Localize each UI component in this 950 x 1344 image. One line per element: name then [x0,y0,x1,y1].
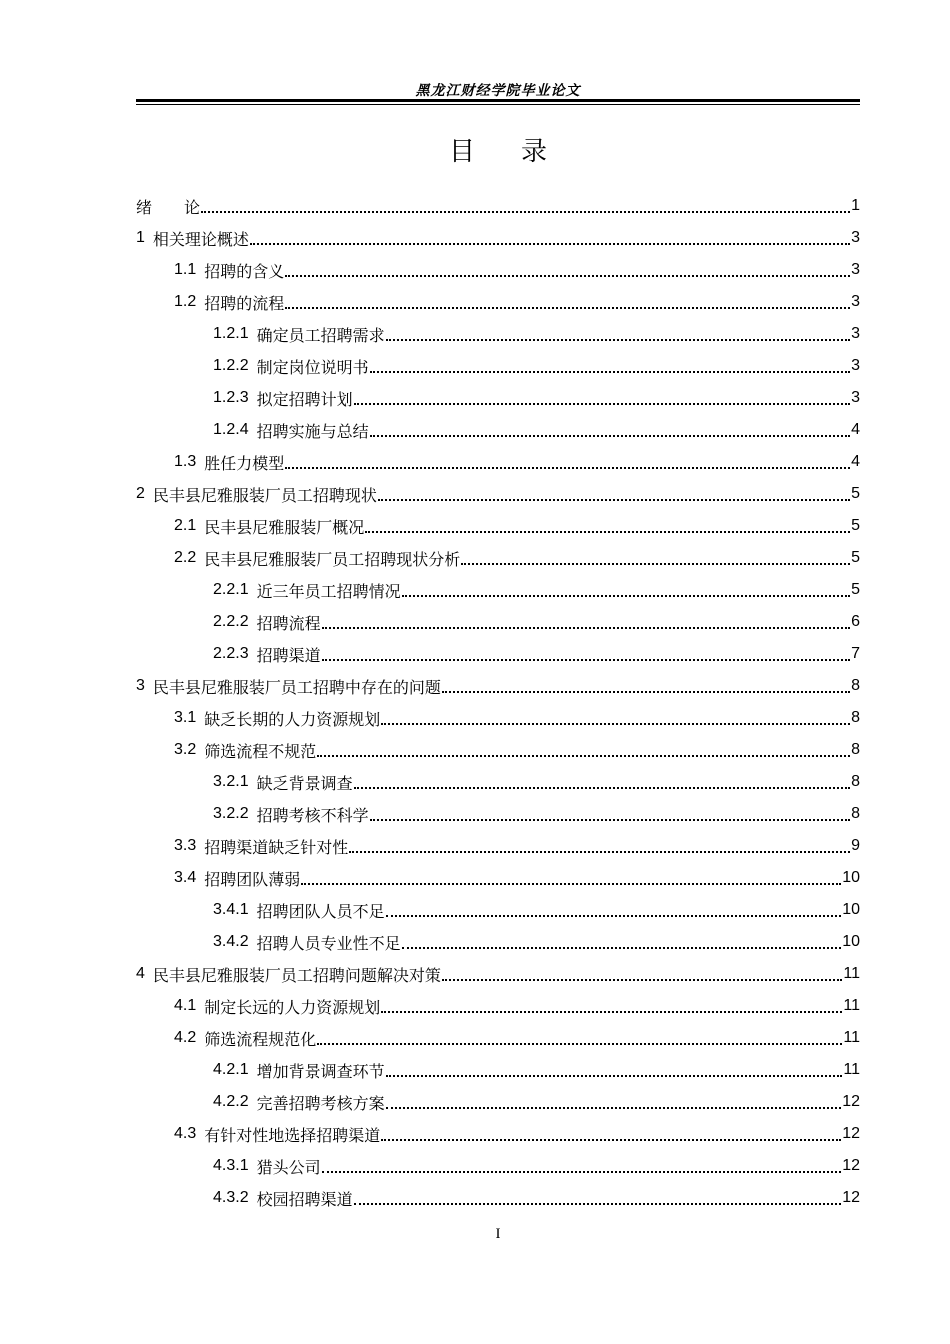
toc-entry-title: 招聘人员专业性不足 [256,933,401,953]
toc-leader-dots [442,966,842,982]
toc-entry[interactable] [136,478,860,510]
toc-leader-dots [386,1062,843,1078]
toc-entry[interactable] [136,1118,860,1150]
toc-leader-dots [378,486,850,502]
header-rule-thick [136,99,860,102]
toc-entry-number: 1.2.4 [213,421,249,438]
toc-entry-page: 5 [851,581,860,598]
toc-leader-dots [354,1190,842,1206]
toc-entry-title: 招聘实施与总结 [256,421,369,441]
toc-entry-page: 3 [851,261,860,278]
toc-entry-title: 招聘渠道 [256,645,321,665]
toc-entry-number: 1.2 [174,293,197,310]
toc-entry-page: 3 [851,293,860,310]
toc-entry-page: 8 [851,677,860,694]
toc-entry-number: 2.1 [174,517,197,534]
toc-leader-dots [402,934,842,950]
toc-entry[interactable] [136,1150,860,1182]
toc-entry-page: 10 [842,901,860,918]
toc-entry-page: 3 [851,357,860,374]
toc-entry-title: 制定岗位说明书 [256,357,369,377]
toc-entry-page: 3 [851,325,860,342]
toc-entry-title: 筛选流程不规范 [204,741,317,761]
toc-entry-number: 4.2 [174,1029,197,1046]
toc-entry-number: 2.2 [174,549,197,566]
toc-entry-number: 3.4.1 [213,901,249,918]
toc-leader-dots [322,614,850,630]
toc-entry[interactable] [136,830,860,862]
toc-leader-dots [301,870,841,886]
toc-entry-number: 4.3.1 [213,1157,249,1174]
toc-entry[interactable] [136,190,860,222]
toc-entry-page: 12 [842,1157,860,1174]
title-char-left: 目 [448,137,475,167]
toc-entry-page: 11 [843,1029,860,1046]
toc-entry-page: 8 [851,709,860,726]
running-header: 黑龙江财经学院毕业论文 [415,83,581,99]
toc-entry[interactable] [136,318,860,350]
toc-entry-number: 3.2.1 [213,773,249,790]
toc-entry[interactable] [136,446,860,478]
toc-entry[interactable] [136,990,860,1022]
toc-entry[interactable] [136,766,860,798]
toc-leader-dots [386,902,842,918]
toc-entry-page: 12 [842,1093,860,1110]
toc-entry-page: 1 [851,197,860,214]
toc-entry-page: 11 [843,997,860,1014]
toc-entry-title: 确定员工招聘需求 [256,325,385,345]
toc-entry-page: 4 [851,453,860,470]
toc-entry[interactable] [136,350,860,382]
toc-entry[interactable] [136,510,860,542]
toc-entry-page: 8 [851,741,860,758]
header-rule-thin [136,104,860,105]
toc-entry-title: 招聘流程 [256,613,321,633]
table-of-contents [136,190,860,1214]
toc-entry-page: 8 [851,773,860,790]
toc-entry-title: 完善招聘考核方案 [256,1093,385,1113]
toc-entry-number: 2.2.2 [213,613,249,630]
toc-entry-number: 1 [136,229,145,246]
toc-entry-number: 2.2.3 [213,645,249,662]
toc-entry-page: 3 [851,389,860,406]
toc-entry-number: 3 [136,677,145,694]
toc-entry[interactable] [136,286,860,318]
toc-leader-dots [365,518,850,534]
title-char-right: 录 [521,137,548,167]
toc-entry-page: 4 [851,421,860,438]
toc-entry[interactable] [136,254,860,286]
toc-entry-number: 4.3.2 [213,1189,249,1206]
toc-entry-number: 3.3 [174,837,197,854]
toc-entry-number: 1.2.1 [213,325,249,342]
toc-leader-dots [442,678,850,694]
toc-entry-title: 招聘考核不科学 [256,805,369,825]
toc-entry-page: 3 [851,229,860,246]
toc-entry[interactable] [136,926,860,958]
toc-entry[interactable] [136,414,860,446]
toc-entry[interactable] [136,798,860,830]
toc-entry[interactable] [136,222,860,254]
toc-entry-number: 3.4 [174,869,197,886]
toc-entry-number: 4.2.2 [213,1093,249,1110]
toc-entry[interactable] [136,1054,860,1086]
toc-entry-title: 绪 论 [136,197,201,217]
toc-entry-number: 2.2.1 [213,581,249,598]
toc-entry[interactable] [136,574,860,606]
toc-entry[interactable] [136,702,860,734]
toc-entry[interactable] [136,1182,860,1214]
toc-entry-number: 3.1 [174,709,197,726]
toc-entry-title: 有针对性地选择招聘渠道 [204,1125,381,1145]
toc-entry-page: 9 [851,837,860,854]
toc-leader-dots [381,998,842,1014]
toc-entry-number: 3.2 [174,741,197,758]
toc-entry-title: 招聘渠道缺乏针对性 [204,837,349,857]
toc-leader-dots [250,230,850,246]
toc-entry-page: 10 [842,869,860,886]
toc-entry-title: 缺乏背景调查 [256,773,353,793]
toc-entry-title: 胜任力模型 [204,453,285,473]
toc-entry-number: 4.3 [174,1125,197,1142]
toc-leader-dots [381,1126,841,1142]
toc-entry[interactable] [136,670,860,702]
toc-leader-dots [322,1158,842,1174]
toc-leader-dots [402,582,850,598]
toc-entry-number: 4 [136,965,145,982]
toc-entry-page: 5 [851,485,860,502]
toc-leader-dots [349,838,850,854]
toc-entry-title: 招聘团队薄弱 [204,869,301,889]
toc-entry-title: 缺乏长期的人力资源规划 [204,709,381,729]
toc-entry-number: 4.1 [174,997,197,1014]
toc-entry-page: 7 [851,645,860,662]
toc-entry[interactable] [136,542,860,574]
toc-leader-dots [370,358,850,374]
toc-entry-number: 4.2.1 [213,1061,249,1078]
page-number: I [495,1226,501,1242]
toc-entry-number: 1.1 [174,261,197,278]
toc-leader-dots [354,774,850,790]
toc-entry-page: 5 [851,549,860,566]
toc-leader-dots [285,294,850,310]
toc-entry-title: 民丰县尼雅服装厂员工招聘中存在的问题 [152,677,441,697]
toc-entry[interactable] [136,382,860,414]
toc-leader-dots [285,262,850,278]
toc-entry-page: 10 [842,933,860,950]
toc-entry-title: 民丰县尼雅服装厂员工招聘现状分析 [204,549,461,569]
toc-leader-dots [285,454,850,470]
toc-entry-page: 12 [842,1189,860,1206]
toc-entry-title: 制定长远的人力资源规划 [204,997,381,1017]
toc-entry-page: 6 [851,613,860,630]
toc-entry[interactable] [136,638,860,670]
page-title [136,131,860,168]
toc-leader-dots [317,742,850,758]
toc-entry-number: 2 [136,485,145,502]
toc-entry-number: 1.2.2 [213,357,249,374]
toc-entry[interactable] [136,894,860,926]
toc-entry-title: 招聘团队人员不足 [256,901,385,921]
toc-entry-number: 1.2.3 [213,389,249,406]
toc-entry-number: 3.4.2 [213,933,249,950]
toc-entry[interactable] [136,862,860,894]
toc-leader-dots [386,1094,842,1110]
toc-entry[interactable] [136,734,860,766]
toc-entry-title: 增加背景调查环节 [256,1061,385,1081]
toc-entry-title: 猎头公司 [256,1157,321,1177]
toc-entry-title: 民丰县尼雅服装厂员工招聘问题解决对策 [152,965,441,985]
toc-entry[interactable] [136,958,860,990]
toc-entry-title: 筛选流程规范化 [204,1029,317,1049]
toc-entry[interactable] [136,606,860,638]
toc-leader-dots [381,710,850,726]
toc-entry-title: 招聘的流程 [204,293,285,313]
toc-entry-title: 民丰县尼雅服装厂员工招聘现状 [152,485,377,505]
toc-entry-page: 8 [851,805,860,822]
toc-entry[interactable] [136,1022,860,1054]
toc-leader-dots [201,198,850,214]
toc-leader-dots [322,646,850,662]
toc-leader-dots [386,326,850,342]
toc-entry-title: 近三年员工招聘情况 [256,581,401,601]
toc-leader-dots [370,806,850,822]
toc-entry-title: 相关理论概述 [152,229,249,249]
toc-entry-page: 11 [843,1061,860,1078]
toc-entry-title: 拟定招聘计划 [256,389,353,409]
toc-entry-page: 12 [842,1125,860,1142]
toc-leader-dots [354,390,850,406]
toc-leader-dots [317,1030,842,1046]
toc-leader-dots [461,550,850,566]
toc-entry-page: 11 [843,965,860,982]
toc-entry-number: 1.3 [174,453,197,470]
toc-entry-title: 招聘的含义 [204,261,285,281]
toc-entry-number: 3.2.2 [213,805,249,822]
toc-leader-dots [370,422,850,438]
toc-entry-page: 5 [851,517,860,534]
toc-entry-title: 校园招聘渠道 [256,1189,353,1209]
toc-entry-title: 民丰县尼雅服装厂概况 [204,517,365,537]
toc-entry[interactable] [136,1086,860,1118]
